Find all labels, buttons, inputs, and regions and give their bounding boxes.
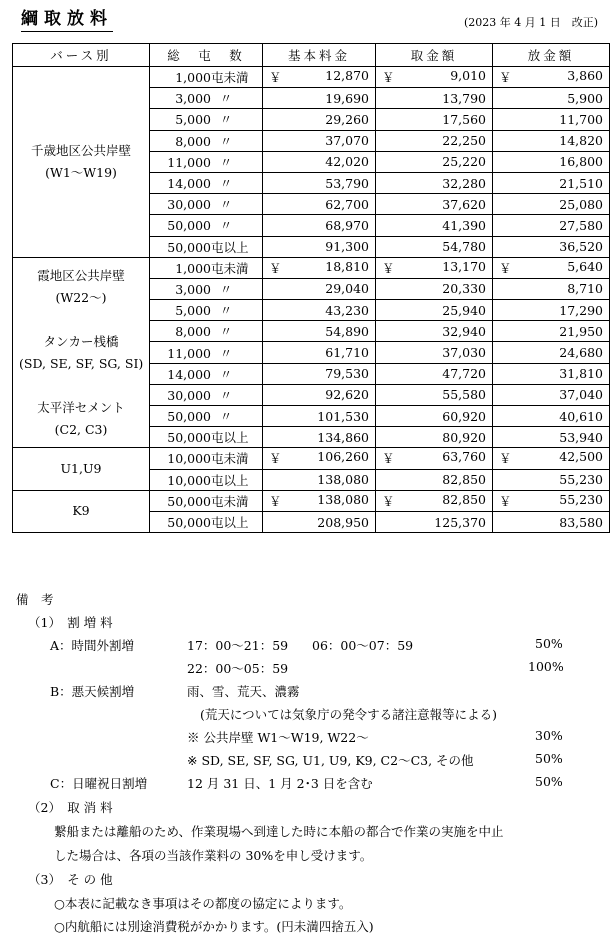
table-header-row — [13, 44, 610, 67]
amount-value: 80,920 — [442, 429, 486, 445]
amount-value: 37,620 — [442, 196, 486, 212]
basic-fee-cell — [263, 300, 376, 321]
take-fee-cell — [376, 427, 493, 448]
tonnage-value: 50,000 — [167, 239, 211, 255]
berth-name: K9 — [72, 503, 90, 519]
basic-fee-cell — [263, 130, 376, 151]
table-row — [13, 490, 610, 511]
yen-symbol: ￥ — [382, 451, 395, 467]
tonnage-cell — [150, 215, 263, 236]
tonnage-suffix: 屯以上 — [211, 472, 249, 488]
berth-name — [19, 309, 143, 331]
amount-value: 134,860 — [317, 429, 369, 445]
take-fee-cell — [376, 511, 493, 532]
amount-value: 47,720 — [442, 366, 486, 382]
cancel-line-2: した場合は、各項の当該作業料の 30%を申し受けます。 — [54, 848, 373, 863]
take-fee-cell — [376, 257, 493, 278]
amount-value: 11,700 — [559, 111, 603, 127]
header-tonnage: 総 屯 数 — [150, 44, 263, 67]
holiday-label: C：日曜祝日割増 — [50, 776, 148, 791]
tonnage-cell — [150, 448, 263, 469]
tonnage-suffix: 屯未満 — [211, 260, 249, 276]
take-fee-cell — [376, 109, 493, 130]
berth-name: (W22～) — [55, 289, 107, 305]
amount-value: 92,620 — [325, 387, 369, 403]
basic-fee-cell — [263, 427, 376, 448]
tonnage-cell — [150, 172, 263, 193]
tonnage-value: 11,000 — [167, 345, 211, 361]
table-row — [13, 448, 610, 469]
tonnage-value: 3,000 — [175, 91, 211, 107]
tonnage-cell — [150, 278, 263, 299]
tonnage-suffix: 〃 — [219, 197, 233, 213]
release-fee-cell — [493, 490, 610, 511]
tonnage-value: 3,000 — [175, 281, 211, 297]
tonnage-value: 14,000 — [167, 176, 211, 192]
yen-symbol: ￥ — [269, 451, 282, 467]
weather-pct-1: 30% — [535, 728, 563, 743]
amount-value: 53,790 — [325, 175, 369, 191]
yen-symbol: ￥ — [499, 493, 512, 509]
release-fee-cell — [493, 278, 610, 299]
amount-value: 14,820 — [559, 133, 603, 149]
tonnage-cell — [150, 363, 263, 384]
release-fee-cell — [493, 67, 610, 88]
header-take-fee: 取金額 — [376, 44, 493, 67]
amount-value: 32,940 — [442, 323, 486, 339]
release-fee-cell — [493, 257, 610, 278]
yen-symbol: ￥ — [269, 493, 282, 509]
amount-value: 22,250 — [442, 133, 486, 149]
basic-fee-cell — [263, 67, 376, 88]
berth-cell — [13, 67, 150, 258]
amount-value: 19,690 — [325, 90, 369, 106]
amount-value: 25,080 — [559, 196, 603, 212]
take-fee-cell — [376, 342, 493, 363]
take-fee-cell — [376, 300, 493, 321]
tonnage-suffix: 屯以上 — [211, 239, 249, 255]
amount-value: 82,850 — [442, 491, 486, 507]
tonnage-value: 30,000 — [167, 387, 211, 403]
weather-case-2: ※ SD, SE, SF, SG, U1, U9, K9, C2～C3, その他 — [187, 753, 474, 768]
tonnage-cell — [150, 109, 263, 130]
amount-value: 5,900 — [567, 90, 603, 106]
overtime-time-1: 17：00～21：59 — [187, 638, 289, 653]
tonnage-cell — [150, 342, 263, 363]
take-fee-cell — [376, 88, 493, 109]
take-fee-cell — [376, 363, 493, 384]
take-fee-cell — [376, 151, 493, 172]
yen-symbol: ￥ — [499, 260, 512, 276]
amount-value: 61,710 — [325, 345, 369, 361]
basic-fee-cell — [263, 278, 376, 299]
overtime-pct-2: 100% — [528, 659, 564, 674]
table-row — [13, 67, 610, 88]
release-fee-cell — [493, 511, 610, 532]
release-fee-cell — [493, 427, 610, 448]
amount-value: 32,280 — [442, 175, 486, 191]
amount-value: 68,970 — [325, 217, 369, 233]
tonnage-cell — [150, 257, 263, 278]
amount-value: 82,850 — [442, 472, 486, 488]
other-line-1: ○本表に記載なき事項はその都度の協定によります。 — [54, 896, 352, 911]
other-line-2: ○内航船には別途消費税がかかります。(円未満四捨五入) — [54, 919, 374, 934]
tonnage-value: 8,000 — [175, 324, 211, 340]
tonnage-value: 50,000 — [167, 515, 211, 531]
tonnage-value: 5,000 — [175, 112, 211, 128]
amount-value: 83,580 — [559, 514, 603, 530]
release-fee-cell — [493, 448, 610, 469]
yen-symbol: ￥ — [382, 70, 395, 86]
release-fee-cell — [493, 469, 610, 490]
weather-items: 雨、雪、荒天、濃霧 — [187, 684, 300, 699]
amount-value: 55,230 — [559, 491, 603, 507]
amount-value: 31,810 — [559, 366, 603, 382]
basic-fee-cell — [263, 172, 376, 193]
tonnage-value: 14,000 — [167, 366, 211, 382]
tonnage-suffix: 〃 — [219, 91, 233, 107]
release-fee-cell — [493, 88, 610, 109]
basic-fee-cell — [263, 194, 376, 215]
tonnage-value: 8,000 — [175, 133, 211, 149]
amount-value: 17,290 — [559, 302, 603, 318]
amount-value: 42,020 — [325, 154, 369, 170]
cancel-line-1: 繋船または離船のため、作業現場へ到達した時に本船の都合で作業の実施を中止 — [54, 824, 504, 839]
amount-value: 21,950 — [559, 323, 603, 339]
berth-cell — [13, 257, 150, 448]
take-fee-cell — [376, 321, 493, 342]
tonnage-value: 30,000 — [167, 197, 211, 213]
amount-value: 55,230 — [559, 472, 603, 488]
amount-value: 55,580 — [442, 387, 486, 403]
release-fee-cell — [493, 321, 610, 342]
basic-fee-cell — [263, 215, 376, 236]
release-fee-cell — [493, 215, 610, 236]
berth-name: (C2, C3) — [54, 421, 108, 437]
basic-fee-cell — [263, 151, 376, 172]
holiday-text: 12 月 31 日、1 月 2･3 日を含む — [187, 776, 373, 791]
rate-table — [12, 43, 610, 533]
release-fee-cell — [493, 109, 610, 130]
basic-fee-cell — [263, 406, 376, 427]
berth-name: (SD, SE, SF, SG, SI) — [19, 355, 144, 371]
tonnage-suffix: 〃 — [219, 281, 233, 297]
take-fee-cell — [376, 278, 493, 299]
amount-value: 138,080 — [317, 472, 369, 488]
tonnage-cell — [150, 511, 263, 532]
release-fee-cell — [493, 236, 610, 257]
cancel-title: （2） 取 消 料 — [28, 800, 113, 815]
amount-value: 63,760 — [442, 449, 486, 465]
amount-value: 53,940 — [559, 429, 603, 445]
overtime-pct-1: 50% — [535, 636, 563, 651]
tonnage-cell — [150, 427, 263, 448]
amount-value: 12,870 — [325, 68, 369, 84]
tonnage-suffix: 屯未満 — [211, 70, 249, 86]
release-fee-cell — [493, 384, 610, 405]
tonnage-cell — [150, 300, 263, 321]
basic-fee-cell — [263, 490, 376, 511]
basic-fee-cell — [263, 363, 376, 384]
amount-value: 106,260 — [317, 449, 369, 465]
tonnage-cell — [150, 88, 263, 109]
table-row — [13, 257, 610, 278]
amount-value: 29,260 — [325, 111, 369, 127]
amount-value: 29,040 — [325, 281, 369, 297]
weather-label: B：悪天候割増 — [50, 684, 135, 699]
amount-value: 5,640 — [567, 258, 603, 274]
overtime-label: A：時間外割増 — [50, 638, 135, 653]
page-title: 綱取放料 — [21, 8, 113, 32]
amount-value: 54,890 — [325, 323, 369, 339]
take-fee-cell — [376, 406, 493, 427]
tonnage-value: 50,000 — [167, 218, 211, 234]
basic-fee-cell — [263, 257, 376, 278]
header-release-fee: 放金額 — [493, 44, 610, 67]
basic-fee-cell — [263, 469, 376, 490]
tonnage-cell — [150, 406, 263, 427]
basic-fee-cell — [263, 88, 376, 109]
amount-value: 37,070 — [325, 133, 369, 149]
tonnage-suffix: 〃 — [219, 218, 233, 234]
amount-value: 40,610 — [559, 408, 603, 424]
release-fee-cell — [493, 194, 610, 215]
berth-name: U1,U9 — [60, 461, 102, 477]
tonnage-cell — [150, 490, 263, 511]
surcharge-title: （1） 割 増 料 — [28, 615, 113, 630]
amount-value: 43,230 — [325, 302, 369, 318]
amount-value: 79,530 — [325, 366, 369, 382]
tonnage-cell — [150, 321, 263, 342]
amount-value: 62,700 — [325, 196, 369, 212]
berth-name: 太平洋セメント — [37, 399, 125, 415]
amount-value: 37,030 — [442, 345, 486, 361]
amount-value: 37,040 — [559, 387, 603, 403]
yen-symbol: ￥ — [269, 70, 282, 86]
amount-value: 9,010 — [450, 68, 486, 84]
tonnage-suffix: 〃 — [219, 176, 233, 192]
berth-cell — [13, 490, 150, 532]
other-title: （3） そ の 他 — [28, 872, 113, 887]
weather-note: (荒天については気象庁の発令する諸注意報等による) — [200, 707, 498, 722]
take-fee-cell — [376, 448, 493, 469]
tonnage-value: 10,000 — [167, 451, 211, 467]
take-fee-cell — [376, 215, 493, 236]
tonnage-value: 10,000 — [167, 472, 211, 488]
amount-value: 16,800 — [559, 154, 603, 170]
amount-value: 91,300 — [325, 239, 369, 255]
release-fee-cell — [493, 130, 610, 151]
table-body — [13, 67, 610, 533]
tonnage-suffix: 〃 — [219, 303, 233, 319]
amount-value: 13,790 — [442, 90, 486, 106]
amount-value: 27,580 — [559, 217, 603, 233]
yen-symbol: ￥ — [269, 260, 282, 276]
tonnage-value: 11,000 — [167, 154, 211, 170]
overtime-time-2: 06：00～07：59 — [312, 638, 414, 653]
take-fee-cell — [376, 469, 493, 490]
release-fee-cell — [493, 300, 610, 321]
tonnage-suffix: 〃 — [219, 409, 233, 425]
amount-value: 18,810 — [325, 258, 369, 274]
holiday-pct: 50% — [535, 774, 563, 789]
basic-fee-cell — [263, 448, 376, 469]
tonnage-value: 1,000 — [175, 70, 211, 86]
tonnage-value: 50,000 — [167, 430, 211, 446]
amount-value: 54,780 — [442, 239, 486, 255]
header-basic-fee: 基本料金 — [263, 44, 376, 67]
take-fee-cell — [376, 236, 493, 257]
take-fee-cell — [376, 172, 493, 193]
berth-name: 霞地区公共岸壁 — [37, 267, 125, 283]
amount-value: 24,680 — [559, 345, 603, 361]
tonnage-cell — [150, 384, 263, 405]
amount-value: 25,220 — [442, 154, 486, 170]
basic-fee-cell — [263, 511, 376, 532]
tonnage-cell — [150, 194, 263, 215]
tonnage-cell — [150, 236, 263, 257]
amount-value: 138,080 — [317, 491, 369, 507]
tonnage-suffix: 〃 — [219, 324, 233, 340]
revision-date: (2023 年 4 月 1 日 改正) — [463, 16, 598, 29]
tonnage-cell — [150, 67, 263, 88]
basic-fee-cell — [263, 384, 376, 405]
amount-value: 60,920 — [442, 408, 486, 424]
tonnage-cell — [150, 151, 263, 172]
basic-fee-cell — [263, 109, 376, 130]
tonnage-value: 50,000 — [167, 409, 211, 425]
take-fee-cell — [376, 490, 493, 511]
amount-value: 3,860 — [567, 68, 603, 84]
yen-symbol: ￥ — [499, 70, 512, 86]
amount-value: 20,330 — [442, 281, 486, 297]
header-berth: バース別 — [13, 44, 150, 67]
basic-fee-cell — [263, 342, 376, 363]
amount-value: 13,170 — [442, 258, 486, 274]
amount-value: 208,950 — [317, 514, 369, 530]
tonnage-value: 1,000 — [175, 260, 211, 276]
tonnage-suffix: 〃 — [219, 133, 233, 149]
berth-name: タンカー桟橋 — [43, 333, 119, 349]
tonnage-suffix: 屯以上 — [211, 430, 249, 446]
basic-fee-cell — [263, 236, 376, 257]
take-fee-cell — [376, 384, 493, 405]
overtime-time-3: 22：00～05：59 — [187, 661, 289, 676]
yen-symbol: ￥ — [499, 451, 512, 467]
tonnage-value: 50,000 — [167, 493, 211, 509]
take-fee-cell — [376, 130, 493, 151]
yen-symbol: ￥ — [382, 493, 395, 509]
tonnage-suffix: 屯未満 — [211, 493, 249, 509]
amount-value: 17,560 — [442, 111, 486, 127]
release-fee-cell — [493, 172, 610, 193]
amount-value: 36,520 — [559, 239, 603, 255]
weather-pct-2: 50% — [535, 751, 563, 766]
tonnage-cell — [150, 469, 263, 490]
berth-name: (W1～W19) — [45, 164, 117, 180]
berth-name: 千歳地区公共岸壁 — [30, 142, 131, 158]
take-fee-cell — [376, 194, 493, 215]
release-fee-cell — [493, 342, 610, 363]
take-fee-cell — [376, 67, 493, 88]
berth-name — [19, 375, 143, 397]
tonnage-suffix: 〃 — [219, 366, 233, 382]
notes-heading: 備 考 — [16, 592, 54, 607]
tonnage-suffix: 屯以上 — [211, 515, 249, 531]
tonnage-value: 5,000 — [175, 303, 211, 319]
amount-value: 41,390 — [442, 217, 486, 233]
amount-value: 21,510 — [559, 175, 603, 191]
amount-value: 25,940 — [442, 302, 486, 318]
basic-fee-cell — [263, 321, 376, 342]
release-fee-cell — [493, 151, 610, 172]
tonnage-suffix: 〃 — [219, 345, 233, 361]
amount-value: 125,370 — [434, 514, 486, 530]
amount-value: 101,530 — [317, 408, 369, 424]
tonnage-cell — [150, 130, 263, 151]
yen-symbol: ￥ — [382, 260, 395, 276]
release-fee-cell — [493, 363, 610, 384]
amount-value: 8,710 — [567, 281, 603, 297]
amount-value: 42,500 — [559, 449, 603, 465]
tonnage-suffix: 〃 — [219, 387, 233, 403]
tonnage-suffix: 屯未満 — [211, 451, 249, 467]
tonnage-suffix: 〃 — [219, 154, 233, 170]
weather-case-1: ※ 公共岸壁 W1～W19, W22～ — [187, 730, 369, 745]
berth-cell — [13, 448, 150, 490]
release-fee-cell — [493, 406, 610, 427]
tonnage-suffix: 〃 — [219, 112, 233, 128]
